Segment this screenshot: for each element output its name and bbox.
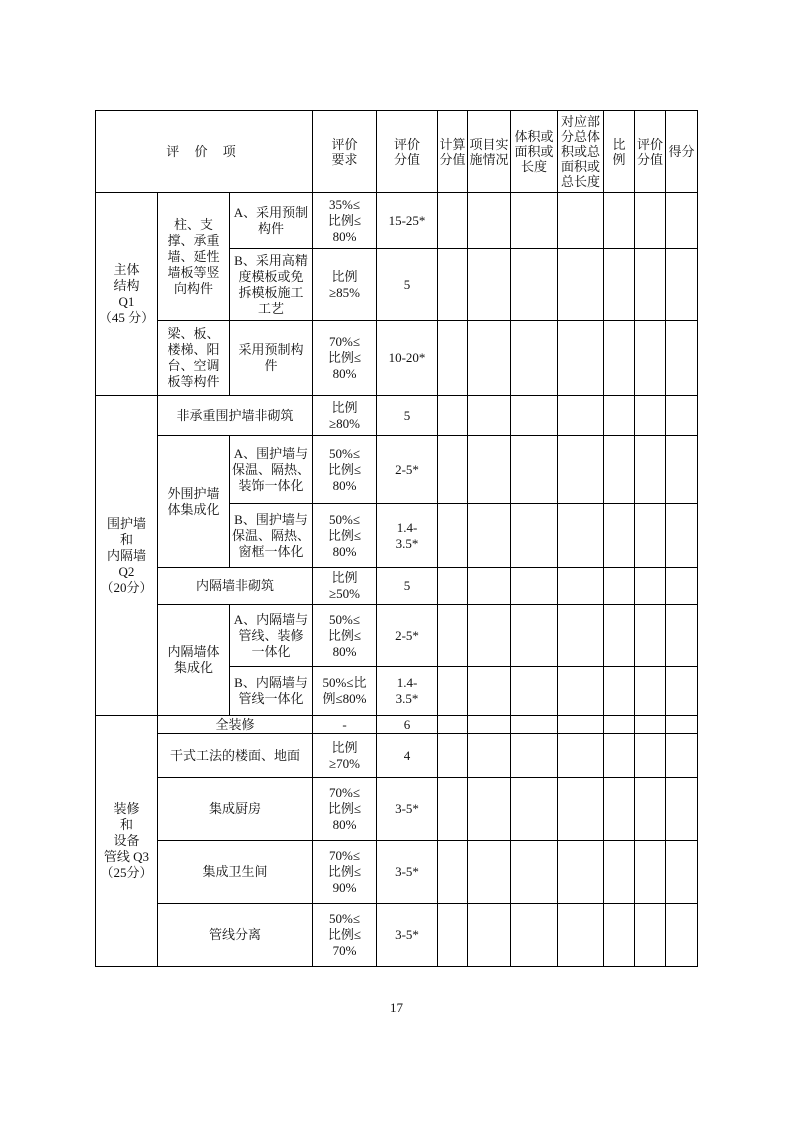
calc-score-cell [438, 605, 468, 667]
implementation-cell [468, 504, 511, 568]
ratio-cell [604, 193, 635, 249]
eval-score-cell [635, 249, 666, 321]
eval-score-cell [635, 904, 666, 967]
implementation-cell [468, 734, 511, 778]
total-volume-cell [558, 904, 604, 967]
ratio-cell [604, 734, 635, 778]
implementation-cell [468, 568, 511, 605]
implementation-cell [468, 249, 511, 321]
table-row [96, 568, 698, 605]
detail-cell: A、采用预制 构件 [230, 193, 313, 249]
volume-cell [511, 904, 558, 967]
eval-score-cell [635, 436, 666, 504]
requirement-cell: - [313, 716, 377, 734]
final-score-cell [666, 667, 698, 716]
implementation-cell [468, 436, 511, 504]
implementation-cell [468, 193, 511, 249]
table-row [96, 778, 698, 841]
total-volume-cell [558, 778, 604, 841]
implementation-cell [468, 667, 511, 716]
final-score-cell [666, 249, 698, 321]
volume-cell [511, 841, 558, 904]
score-cell: 6 [377, 716, 438, 734]
volume-cell [511, 193, 558, 249]
item-cell: 管线分离 [158, 904, 313, 967]
volume-cell [511, 504, 558, 568]
score-cell: 3-5* [377, 904, 438, 967]
table-row [96, 321, 698, 396]
ratio-cell [604, 841, 635, 904]
requirement-cell: 70%≤ 比例≤ 90% [313, 841, 377, 904]
final-score-cell [666, 504, 698, 568]
header-eval-score: 评价 分值 [635, 111, 666, 193]
header-implementation: 项目实 施情况 [468, 111, 511, 193]
eval-score-cell [635, 734, 666, 778]
table-row [96, 193, 698, 249]
total-volume-cell [558, 716, 604, 734]
requirement-cell: 50%≤比 例≤80% [313, 667, 377, 716]
calc-score-cell [438, 904, 468, 967]
eval-score-cell [635, 841, 666, 904]
detail-cell: 采用预制构 件 [230, 321, 313, 396]
calc-score-cell [438, 249, 468, 321]
ratio-cell [604, 321, 635, 396]
requirement-cell: 比例 ≥50% [313, 568, 377, 605]
volume-cell [511, 605, 558, 667]
ratio-cell [604, 568, 635, 605]
total-volume-cell [558, 605, 604, 667]
total-volume-cell [558, 321, 604, 396]
total-volume-cell [558, 667, 604, 716]
total-volume-cell [558, 193, 604, 249]
calc-score-cell [438, 716, 468, 734]
table-row [96, 605, 698, 667]
calc-score-cell [438, 667, 468, 716]
total-volume-cell [558, 436, 604, 504]
volume-cell [511, 249, 558, 321]
item-cell: 非承重围护墙非砌筑 [158, 396, 313, 436]
final-score-cell [666, 396, 698, 436]
implementation-cell [468, 321, 511, 396]
final-score-cell [666, 778, 698, 841]
header-volume: 体积或 面积或 长度 [511, 111, 558, 193]
ratio-cell [604, 904, 635, 967]
requirement-cell: 比例 ≥80% [313, 396, 377, 436]
volume-cell [511, 716, 558, 734]
table-row [96, 396, 698, 436]
score-cell: 2-5* [377, 436, 438, 504]
ratio-cell [604, 778, 635, 841]
eval-score-cell [635, 605, 666, 667]
category-q3: 装修 和 设备 管线 Q3 （25分） [96, 716, 158, 967]
detail-cell: B、内隔墙与 管线一体化 [230, 667, 313, 716]
calc-score-cell [438, 734, 468, 778]
sub-item-label: 内隔墙体 集成化 [158, 605, 230, 716]
final-score-cell [666, 321, 698, 396]
sub-item-label: 外围护墙 体集成化 [158, 436, 230, 568]
volume-cell [511, 568, 558, 605]
item-cell: 集成卫生间 [158, 841, 313, 904]
eval-score-cell [635, 778, 666, 841]
score-cell: 3-5* [377, 778, 438, 841]
eval-score-cell [635, 321, 666, 396]
ratio-cell [604, 249, 635, 321]
score-cell: 5 [377, 396, 438, 436]
calc-score-cell [438, 841, 468, 904]
requirement-cell: 比例 ≥70% [313, 734, 377, 778]
final-score-cell [666, 841, 698, 904]
volume-cell [511, 734, 558, 778]
calc-score-cell [438, 436, 468, 504]
score-cell: 4 [377, 734, 438, 778]
header-evaluation-item: 评 价 项 [96, 111, 313, 193]
evaluation-table [95, 110, 698, 967]
score-cell: 15-25* [377, 193, 438, 249]
table-row [96, 716, 698, 734]
category-q2: 围护墙 和 内隔墙 Q2 （20分） [96, 396, 158, 716]
table-row [96, 436, 698, 504]
implementation-cell [468, 904, 511, 967]
implementation-cell [468, 396, 511, 436]
final-score-cell [666, 904, 698, 967]
table-row [96, 734, 698, 778]
sub-item-label: 梁、板、 楼梯、阳 台、空调 板等构件 [158, 321, 230, 396]
score-cell: 1.4- 3.5* [377, 504, 438, 568]
ratio-cell [604, 716, 635, 734]
item-cell: 干式工法的楼面、地面 [158, 734, 313, 778]
eval-score-cell [635, 568, 666, 605]
ratio-cell [604, 605, 635, 667]
calc-score-cell [438, 396, 468, 436]
eval-score-cell [635, 396, 666, 436]
final-score-cell [666, 568, 698, 605]
header-ratio: 比 例 [604, 111, 635, 193]
total-volume-cell [558, 841, 604, 904]
final-score-cell [666, 605, 698, 667]
total-volume-cell [558, 734, 604, 778]
requirement-cell: 70%≤ 比例≤ 80% [313, 778, 377, 841]
item-cell: 内隔墙非砌筑 [158, 568, 313, 605]
volume-cell [511, 321, 558, 396]
item-cell: 集成厨房 [158, 778, 313, 841]
total-volume-cell [558, 249, 604, 321]
calc-score-cell [438, 568, 468, 605]
detail-cell: A、内隔墙与 管线、装修 一体化 [230, 605, 313, 667]
final-score-cell [666, 436, 698, 504]
item-cell: 全装修 [158, 716, 313, 734]
eval-score-cell [635, 193, 666, 249]
detail-cell: B、围护墙与 保温、隔热、 窗框一体化 [230, 504, 313, 568]
total-volume-cell [558, 396, 604, 436]
requirement-cell: 50%≤ 比例≤ 70% [313, 904, 377, 967]
score-cell: 2-5* [377, 605, 438, 667]
volume-cell [511, 436, 558, 504]
score-cell: 10-20* [377, 321, 438, 396]
requirement-cell: 35%≤ 比例≤ 80% [313, 193, 377, 249]
header-row [96, 111, 698, 193]
header-total-volume: 对应部 分总体 积或总 面积或 总长度 [558, 111, 604, 193]
ratio-cell [604, 667, 635, 716]
table-row [96, 841, 698, 904]
header-calc-score: 计算 分值 [438, 111, 468, 193]
header-requirement: 评价 要求 [313, 111, 377, 193]
ratio-cell [604, 396, 635, 436]
header-score-value: 评价 分值 [377, 111, 438, 193]
sub-item-label: 柱、支 撑、承重 墙、延性 墙板等竖 向构件 [158, 193, 230, 321]
total-volume-cell [558, 568, 604, 605]
final-score-cell [666, 734, 698, 778]
header-final-score: 得分 [666, 111, 698, 193]
calc-score-cell [438, 321, 468, 396]
table-row [96, 904, 698, 967]
final-score-cell [666, 716, 698, 734]
volume-cell [511, 778, 558, 841]
final-score-cell [666, 193, 698, 249]
detail-cell: A、围护墙与 保温、隔热、 装饰一体化 [230, 436, 313, 504]
total-volume-cell [558, 504, 604, 568]
detail-cell: B、采用高精 度模板或免 拆模板施工 工艺 [230, 249, 313, 321]
implementation-cell [468, 841, 511, 904]
volume-cell [511, 667, 558, 716]
implementation-cell [468, 778, 511, 841]
category-q1: 主体 结构 Q1 （45 分） [96, 193, 158, 396]
implementation-cell [468, 605, 511, 667]
requirement-cell: 50%≤ 比例≤ 80% [313, 504, 377, 568]
score-cell: 5 [377, 568, 438, 605]
calc-score-cell [438, 504, 468, 568]
requirement-cell: 50%≤ 比例≤ 80% [313, 436, 377, 504]
calc-score-cell [438, 778, 468, 841]
requirement-cell: 50%≤ 比例≤ 80% [313, 605, 377, 667]
requirement-cell: 比例 ≥85% [313, 249, 377, 321]
score-cell: 5 [377, 249, 438, 321]
score-cell: 3-5* [377, 841, 438, 904]
ratio-cell [604, 436, 635, 504]
eval-score-cell [635, 667, 666, 716]
ratio-cell [604, 504, 635, 568]
volume-cell [511, 396, 558, 436]
score-cell: 1.4- 3.5* [377, 667, 438, 716]
page-number: 17 [390, 1000, 403, 1015]
implementation-cell [468, 716, 511, 734]
eval-score-cell [635, 504, 666, 568]
eval-score-cell [635, 716, 666, 734]
calc-score-cell [438, 193, 468, 249]
requirement-cell: 70%≤ 比例≤ 80% [313, 321, 377, 396]
